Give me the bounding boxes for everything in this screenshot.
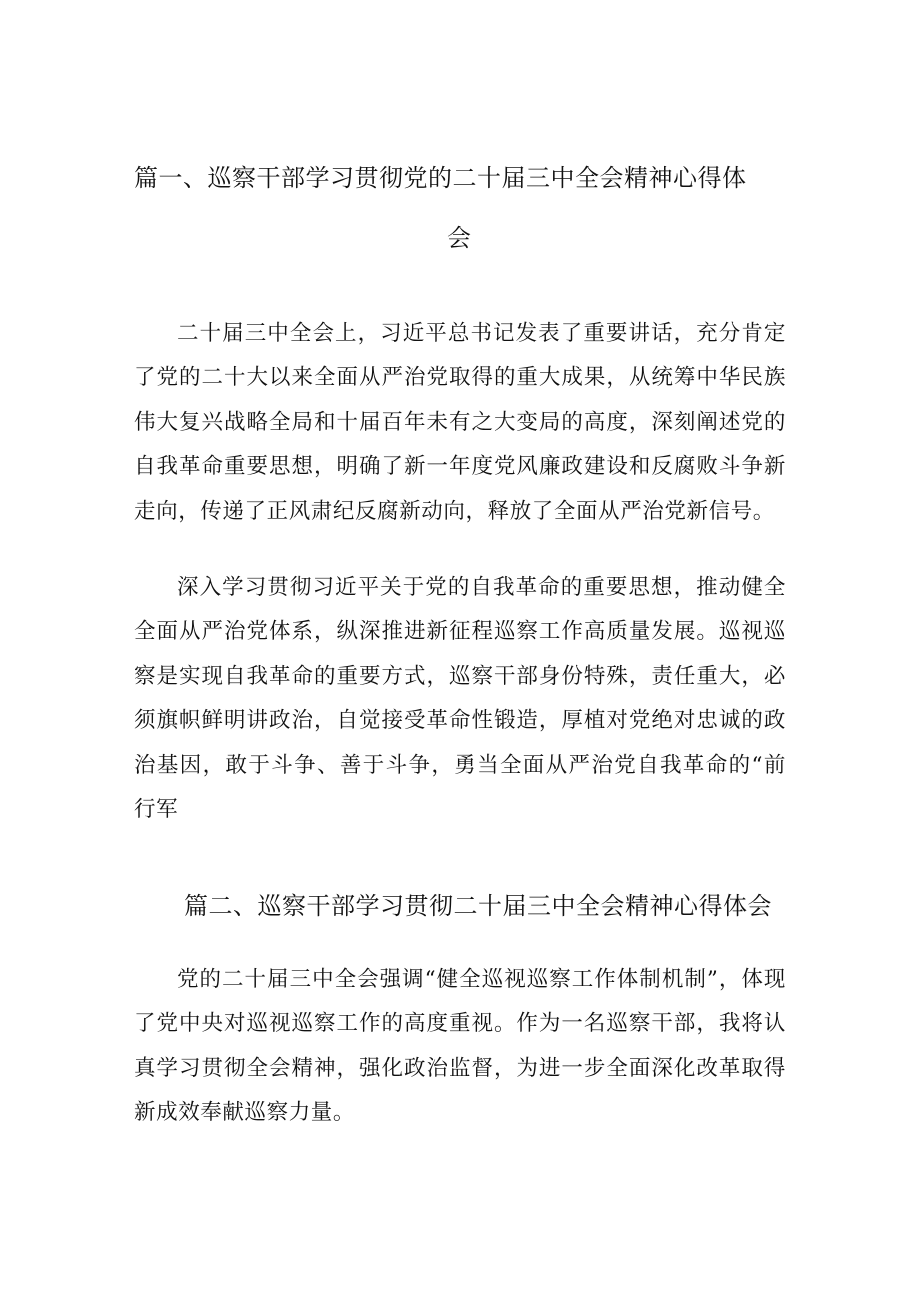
section-2-paragraph-1: 党的二十届三中全会强调“健全巡视巡察工作体制机制”，体现了党中央对巡视巡察工作的高度重视。作为一名巡察干部，我将认真学习贯彻全会精神，强化政治监督，为进一步全面深化改革取得新成效奉献巡察力量。 (134, 967, 786, 1126)
section-1-title: 篇一、巡察干部学习贯彻党的二十届三中全会精神心得体 (134, 164, 747, 192)
section-1-paragraph-2: 深入学习贯彻习近平关于党的自我革命的重要思想，推动健全全面从严治党体系，纵深推进新征程巡察工作高质量发展。巡视巡察是实现自我革命的重要方式，巡察干部身份特殊，责任重大，必须旗帜鲜明讲政治，自觉接受革命性锻造，厚植对党绝对忠诚的政治基因，敢于斗争、善于斗争，勇当全面从严治党自我革命的“前行军 (134, 575, 786, 823)
section-1-paragraph-1: 二十届三中全会上，习近平总书记发表了重要讲话，充分肯定了党的二十大以来全面从严治党取得的重大成果，从统筹中华民族伟大复兴战略全局和十届百年未有之大变局的高度，深刻阐述党的自我革命重要思想，明确了新一年度党风廉政建设和反腐败斗争新走向，传递了正风肃纪反腐新动向，释放了全面从严治党新信号。 (134, 321, 786, 524)
section-1-title-continued: 会 (447, 224, 472, 252)
section-2-title: 篇二、巡察干部学习贯彻二十届三中全会精神心得体会 (184, 892, 772, 920)
